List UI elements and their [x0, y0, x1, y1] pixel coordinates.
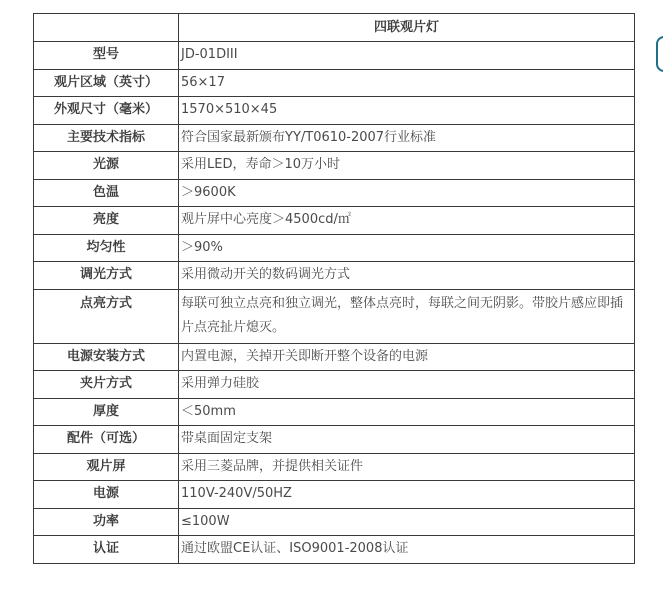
table-row — [34, 124, 635, 152]
spec-value: 110V-240V/50HZ — [179, 481, 635, 509]
spec-label: 功率 — [34, 508, 179, 536]
spec-label: 主要技术指标 — [34, 124, 179, 152]
table-row — [34, 69, 635, 97]
spec-label: 电源安装方式 — [34, 343, 179, 371]
table-row — [34, 234, 635, 262]
table-row — [34, 179, 635, 207]
spec-value: 每联可独立点亮和独立调光，整体点亮时，每联之间无阴影。带胶片感应即插片点亮扯片熄灭。 — [179, 289, 635, 343]
side-tab-handle[interactable] — [656, 36, 663, 72]
spec-value: JD-01DIII — [179, 42, 635, 70]
spec-value: 观片屏中心亮度＞4500cd/㎡ — [179, 207, 635, 235]
spec-label: 均匀性 — [34, 234, 179, 262]
spec-table — [33, 13, 635, 564]
table-row — [34, 426, 635, 454]
table-row — [34, 508, 635, 536]
table-row — [34, 343, 635, 371]
spec-label: 亮度 — [34, 207, 179, 235]
spec-value: 通过欧盟CE认证、ISO9001-2008认证 — [179, 536, 635, 564]
product-title: 四联观片灯 — [179, 14, 635, 42]
spec-label: 光源 — [34, 152, 179, 180]
spec-label: 电源 — [34, 481, 179, 509]
spec-value: 1570×510×45 — [179, 97, 635, 125]
table-row — [34, 97, 635, 125]
spec-value: 采用微动开关的数码调光方式 — [179, 262, 635, 290]
spec-value: 内置电源，关掉开关即断开整个设备的电源 — [179, 343, 635, 371]
spec-value: 采用LED，寿命＞10万小时 — [179, 152, 635, 180]
spec-value: 采用弹力硅胶 — [179, 371, 635, 399]
spec-label: 点亮方式 — [34, 289, 179, 343]
spec-value: ≤100W — [179, 508, 635, 536]
spec-label: 调光方式 — [34, 262, 179, 290]
table-row — [34, 207, 635, 235]
table-row — [34, 371, 635, 399]
spec-value: 带桌面固定支架 — [179, 426, 635, 454]
spec-value: ＜50mm — [179, 398, 635, 426]
spec-label: 厚度 — [34, 398, 179, 426]
spec-label: 型号 — [34, 42, 179, 70]
table-header-row — [34, 14, 635, 42]
spec-value: ＞9600K — [179, 179, 635, 207]
table-row — [34, 398, 635, 426]
spec-value: 采用三菱品牌，并提供相关证件 — [179, 453, 635, 481]
table-row — [34, 262, 635, 290]
table-row — [34, 42, 635, 70]
spec-label: 夹片方式 — [34, 371, 179, 399]
spec-label: 观片区域（英寸） — [34, 69, 179, 97]
spec-label: 观片屏 — [34, 453, 179, 481]
spec-value: ＞90% — [179, 234, 635, 262]
table-row — [34, 481, 635, 509]
spec-label: 认证 — [34, 536, 179, 564]
spec-value: 56×17 — [179, 69, 635, 97]
spec-value: 符合国家最新颁布YY/T0610-2007行业标准 — [179, 124, 635, 152]
spec-label: 配件（可选） — [34, 426, 179, 454]
header-blank-cell — [34, 14, 179, 42]
spec-label: 色温 — [34, 179, 179, 207]
table-row — [34, 453, 635, 481]
table-row — [34, 536, 635, 564]
table-row — [34, 289, 635, 343]
table-row — [34, 152, 635, 180]
spec-label: 外观尺寸（毫米） — [34, 97, 179, 125]
